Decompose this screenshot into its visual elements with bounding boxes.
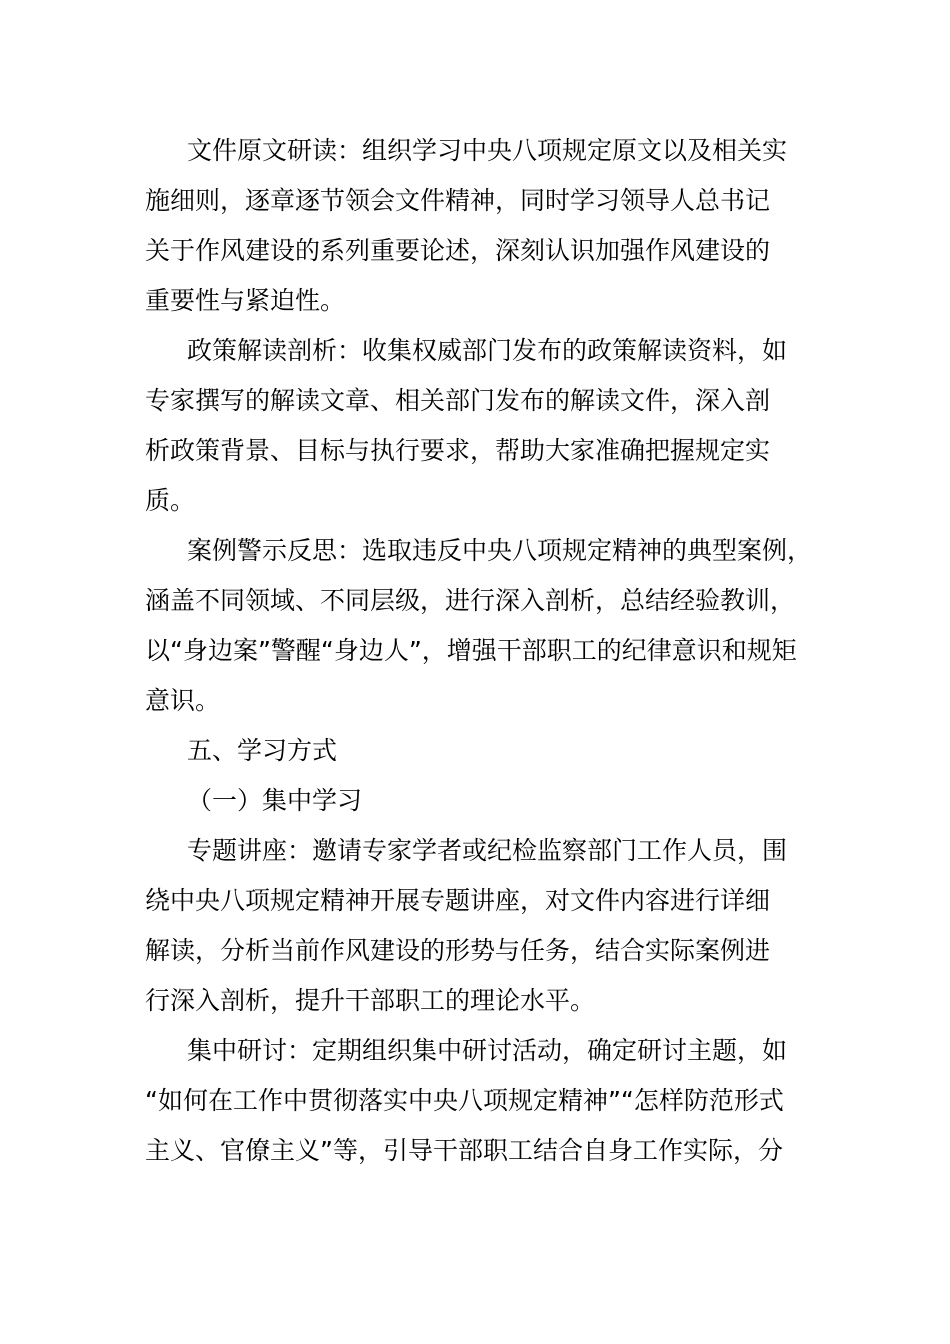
- paragraph-line: 专题讲座：邀请专家学者或纪检监察部门工作人员，围: [187, 836, 788, 865]
- paragraph-line: 案例警示反思：选取违反中央八项规定精神的典型案例，: [187, 536, 813, 565]
- paragraph-line: 文件原文研读：组织学习中央八项规定原文以及相关实: [187, 136, 788, 165]
- paragraph-line: 重要性与紧迫性。: [145, 286, 346, 315]
- paragraph-line: 关于作风建设的系列重要论述，深刻认识加强作风建设的: [145, 236, 771, 265]
- section-heading: 五、学习方式: [187, 736, 338, 765]
- paragraph-line: “如何在工作中贯彻落实中央八项规定精神”“怎样防范形式: [145, 1086, 784, 1115]
- document-body: [145, 126, 825, 1176]
- paragraph-line: 施细则，逐章逐节领会文件精神，同时学习领导人总书记: [145, 186, 771, 215]
- paragraph-line: 质。: [145, 486, 196, 515]
- paragraph-line: 析政策背景、目标与执行要求，帮助大家准确把握规定实: [145, 436, 771, 465]
- paragraph-line: 专家撰写的解读文章、相关部门发布的解读文件，深入剖: [145, 386, 771, 415]
- paragraph-line: 涵盖不同领域、不同层级，进行深入剖析，总结经验教训，: [145, 586, 796, 615]
- paragraph-line: 绕中央八项规定精神开展专题讲座，对文件内容进行详细: [145, 886, 771, 915]
- paragraph-line: 集中研讨：定期组织集中研讨活动，确定研讨主题，如: [187, 1036, 788, 1065]
- subsection-heading: （一）集中学习: [187, 786, 363, 815]
- paragraph-line: 以“身边案”警醒“身边人”，增强干部职工的纪律意识和规矩: [145, 636, 797, 665]
- paragraph-line: 政策解读剖析：收集权威部门发布的政策解读资料，如: [187, 336, 788, 365]
- paragraph-line: 解读，分析当前作风建设的形势与任务，结合实际案例进: [145, 936, 771, 965]
- paragraph-line: 主义、官僚主义”等，引导干部职工结合自身工作实际，分: [145, 1136, 783, 1165]
- paragraph-line: 行深入剖析，提升干部职工的理论水平。: [145, 986, 596, 1015]
- paragraph-line: 意识。: [145, 686, 221, 715]
